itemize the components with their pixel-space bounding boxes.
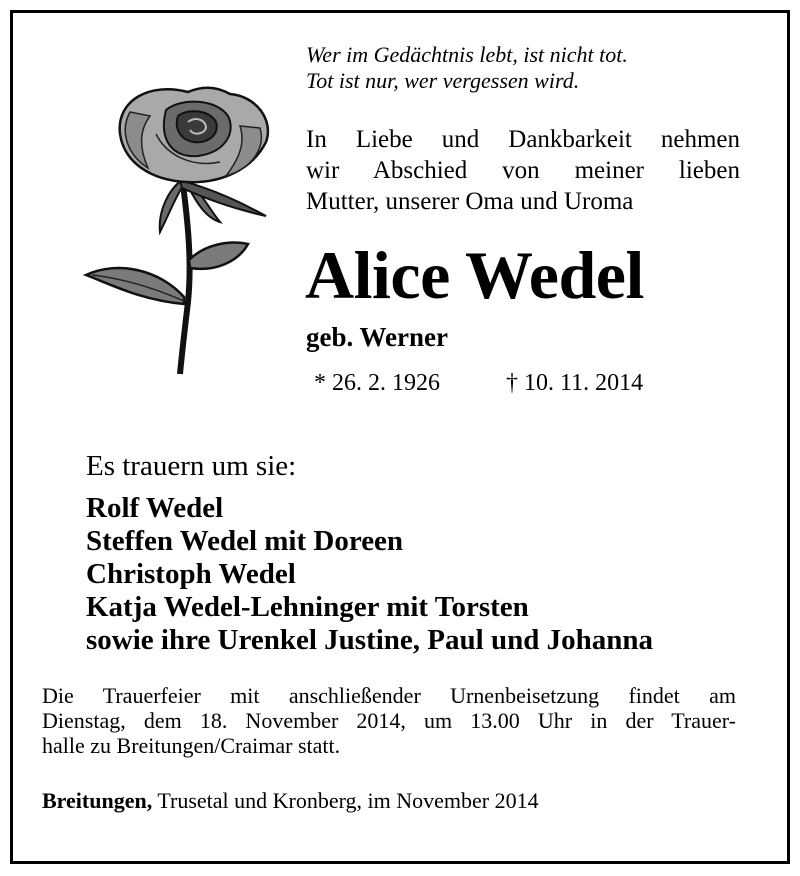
intro-line-3: Mutter, unserer Oma und Uroma [306,188,634,215]
intro-line-2: wir Abschied von meiner lieben [306,157,740,184]
mourner-name: Steffen Wedel mit Doreen [86,525,404,557]
mourner-name: Katja Wedel-Lehninger mit Torsten [86,591,529,623]
birth-name: geb. Werner [306,322,448,352]
closing-line [42,788,539,814]
death-date: † 10. 11. 2014 [506,370,644,396]
ceremony-line-2: Dienstag, dem 18. November 2014, um 13.00 Uhr in der Trauer- [42,708,736,733]
mourner-name: Rolf Wedel [86,492,224,524]
ceremony-line-3: halle zu Breitungen/Craimar statt. [42,733,341,758]
mourner-name: Christoph Wedel [86,558,296,590]
closing-place: Breitungen, [42,788,153,813]
quote-line-1: Wer im Gedächtnis lebt, ist nicht tot. [306,42,628,67]
intro-line-1: In Liebe und Dankbarkeit nehmen [306,126,740,153]
mourners-heading: Es trauern um sie: [86,450,297,482]
rose-icon [70,72,280,382]
ceremony-line-1: Die Trauerfeier mit anschließender Urnenbeisetzung findet am [42,683,736,708]
birth-date: * 26. 2. 1926 [314,370,440,396]
closing-rest: Trusetal und Kronberg, im November 2014 [157,788,539,813]
deceased-name: Alice Wedel [305,237,644,313]
quote-line-2: Tot ist nur, wer vergessen wird. [306,68,580,93]
mourner-name: sowie ihre Urenkel Justine, Paul und Johanna [86,624,653,656]
